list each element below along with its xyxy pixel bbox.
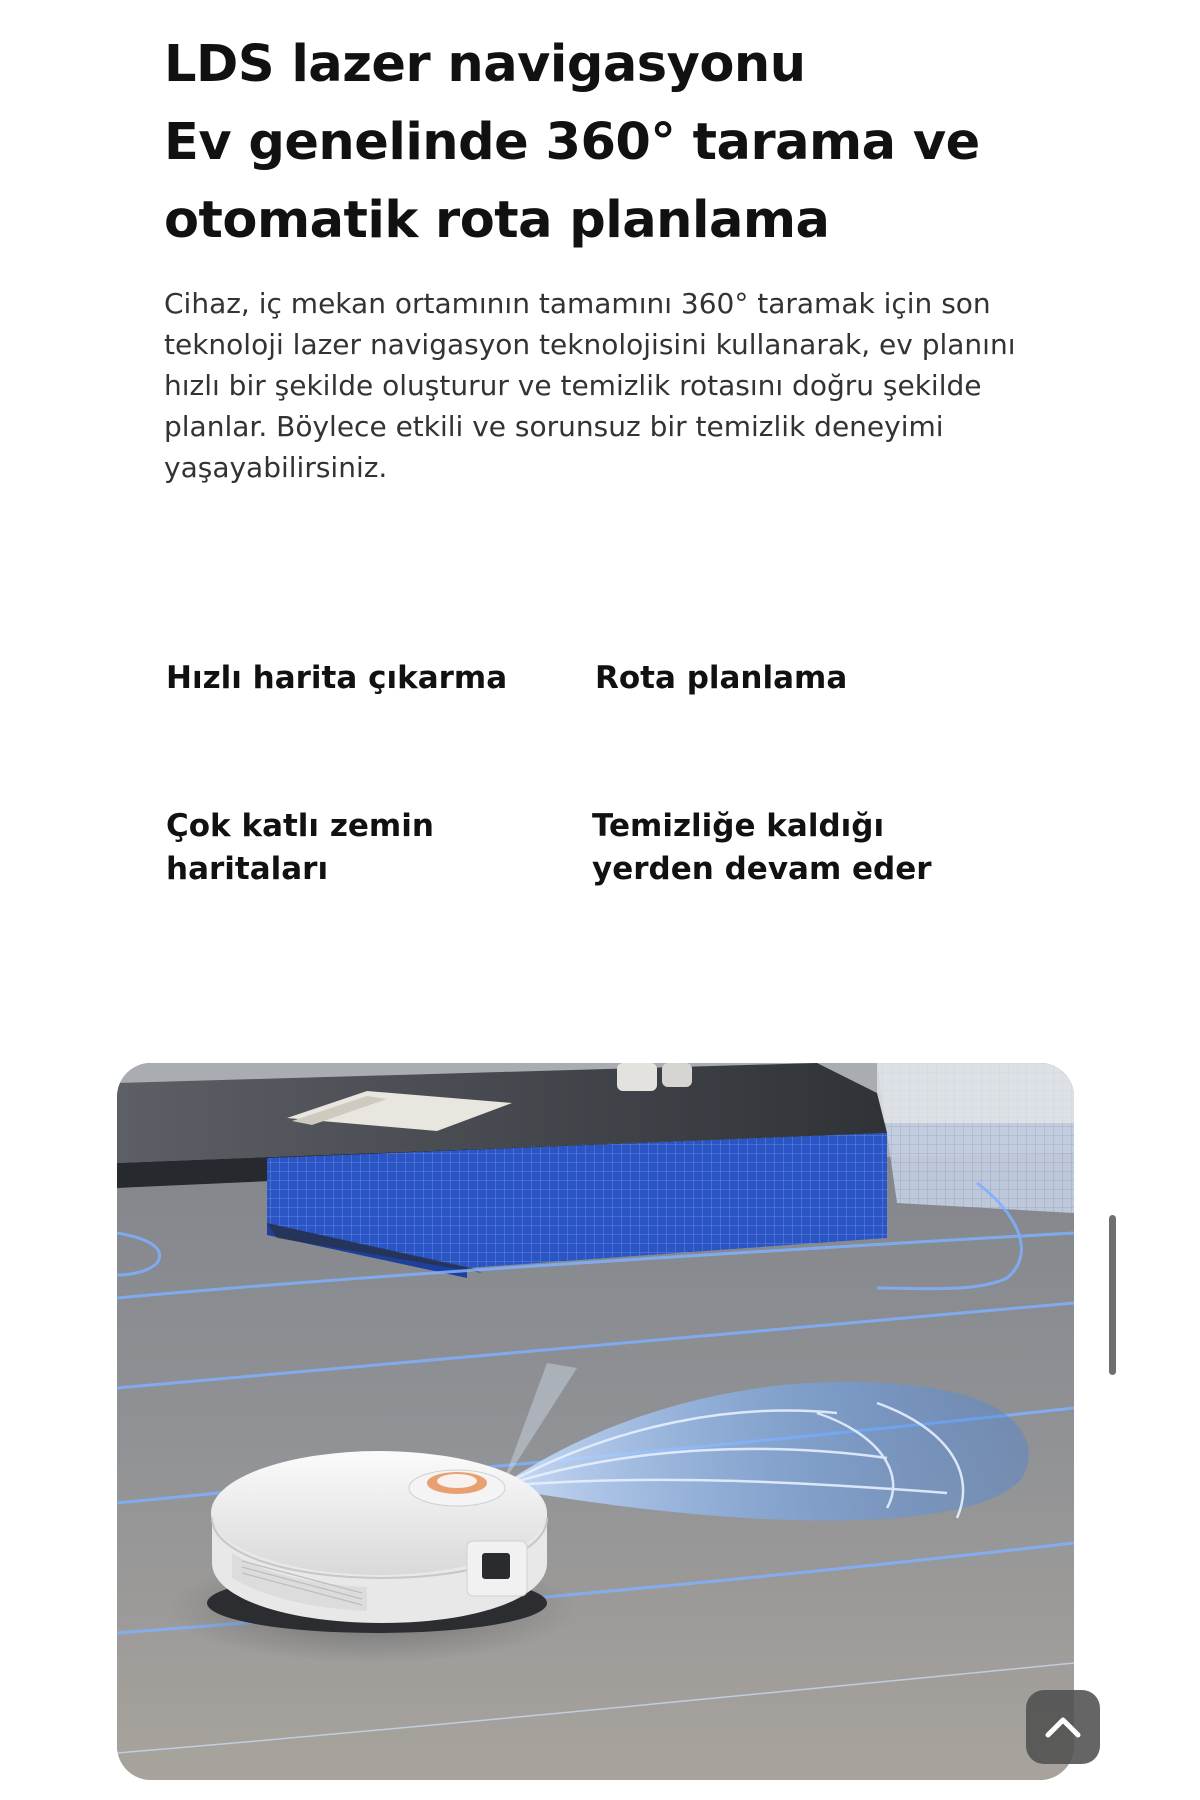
hero-image-robot-vacuum [117,1063,1074,1780]
title-line-1: LDS lazer navigasyonu [164,35,806,94]
robot-vacuum-illustration [117,1063,1074,1780]
feature-multi-floor-maps: Çok katlı zemin haritaları [166,808,434,887]
title-line-2: Ev genelinde 360° tarama ve [164,113,980,172]
robot-vacuum [207,1451,547,1633]
title-line-3: otomatik rota planlama [164,191,830,250]
back-to-top-button[interactable] [1026,1690,1100,1764]
page-title [164,26,1064,260]
scrollbar-thumb[interactable] [1109,1215,1116,1375]
chevron-up-icon [1043,1714,1083,1740]
feature-resume-cleaning: Temizliğe kaldığı yerden devam eder [592,808,932,887]
feature-route-planning: Rota planlama [595,660,848,696]
feature-fast-mapping: Hızlı harita çıkarma [166,660,508,696]
product-description: Cihaz, iç mekan ortamının tamamını 360° taramak için son teknoloji lazer navigasyon teknolojisini kullanarak, ev planını hızlı bir şekilde oluşturur ve temizlik rotasını doğru şekilde planlar. Böylece etkili ve sorunsuz bir temizlik deneyimi yaşayabilirsiniz. [164,287,1016,484]
